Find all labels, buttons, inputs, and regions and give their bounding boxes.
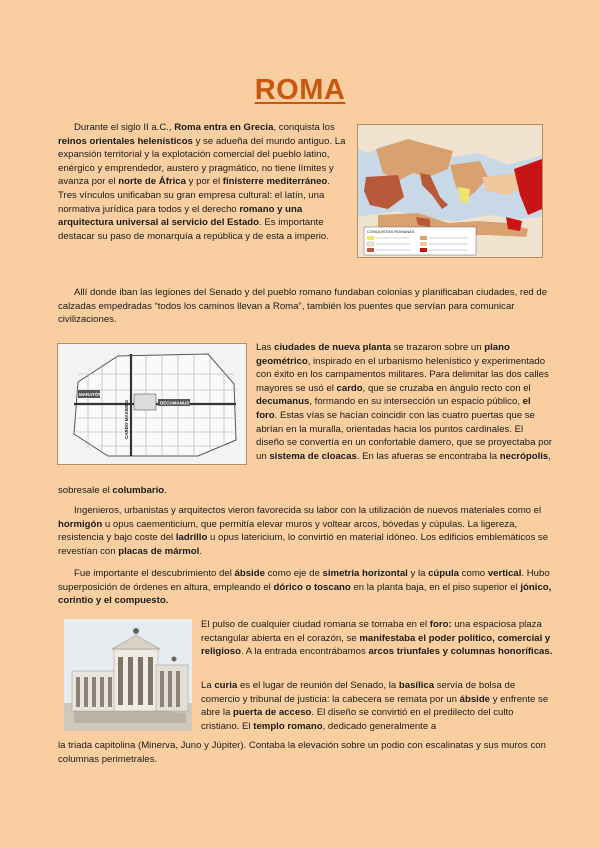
text-run: . Tres vínculos unificaban su gran empresa cultural: el latín, una normativa jurídica para todos y el derecho <box>58 176 330 215</box>
bold-text: plano geométrico <box>256 342 510 367</box>
bold-text: vertical <box>487 568 522 579</box>
city-plan-graphic <box>58 344 246 464</box>
bold-text: simetría horizontal <box>322 568 408 579</box>
bold-text: templo romano <box>253 720 323 732</box>
text-run: una espaciosa plaza rectangular abierta en el corazón, se <box>201 619 542 644</box>
text-run: . El diseño se convirtió en el predilecto del culto cristiano. El <box>201 707 514 732</box>
bold-text: placas de mármol <box>118 545 200 557</box>
plan-label-cardo: CARDO MAXIMUS <box>124 400 129 439</box>
bold-text: cúpula <box>428 568 460 579</box>
bold-text: ábside <box>459 693 491 705</box>
bold-text: necrópolis <box>499 450 549 462</box>
text-run: como eje de <box>264 568 323 579</box>
bold-text: dórico o toscano <box>273 581 351 593</box>
paragraph-conquest <box>58 121 350 243</box>
text-run: es el lugar de reunión del Senado, la <box>237 680 399 691</box>
text-run: , <box>548 450 551 462</box>
paragraph-text <box>201 618 553 659</box>
text-run: Ingenieros, urbanistas y arquitectos vieron favorecida su labor con la utilización de nuevos materiales como el <box>74 505 542 516</box>
text-run: Durante el siglo II a.C., <box>74 122 175 133</box>
bold-text: basílica <box>398 680 435 691</box>
bold-text: Roma entra en Grecia <box>174 122 274 133</box>
bold-text: manifestaba el poder político, comercial y religioso <box>201 632 551 658</box>
bold-text: cardo <box>336 382 363 394</box>
bold-text: el foro <box>256 396 531 421</box>
bold-text: jónico, corintio y el compuesto. <box>58 581 552 607</box>
text-run: . Es importante destacar su paso de monarquía a república y de esta a imperio. <box>58 217 329 242</box>
text-run: sobresale el <box>58 485 113 496</box>
paragraph-text <box>201 679 553 733</box>
bold-text: ábside <box>234 568 265 579</box>
text-run: . A la entrada encontrábamos <box>240 646 369 658</box>
paragraph-new-cities <box>256 341 552 463</box>
text-run: Las <box>256 342 275 353</box>
text-run: , que se cruzaba en ángulo recto con el <box>362 382 531 394</box>
bold-text: puerta de acceso <box>233 707 312 719</box>
text-run: , conquista los <box>273 122 335 133</box>
bold-text: norte de África <box>118 176 186 188</box>
text-run: , formando en su intersección un espacio público, <box>309 396 523 408</box>
paragraph-columbario <box>58 484 552 498</box>
text-run: . En las afueras se encontraba la <box>356 450 500 462</box>
bold-text: romano y una arquitectura universal al servicio del Estado <box>58 203 303 229</box>
paragraph-text <box>58 121 350 243</box>
text-run: u opus caementicium, que permitía elevar muros y voltear arcos, bóvedas y cúpulas. La ligereza, resistencia y bajo coste del <box>58 518 518 544</box>
text-run: Allí donde iban las legiones del Senado y del pueblo romano fundaban colonias y planificaban ciudades, red de calzadas empedradas “todos los caminos llevan a Roma”, también los puentes que servían para comunicar civilizaciones. <box>58 287 548 326</box>
text-run: Fue importante el descubrimiento del <box>74 568 235 579</box>
bold-text: foro: <box>429 619 452 630</box>
map-legend-title: CONQUISTAS ROMANAS <box>367 229 415 234</box>
text-run: , dedicado generalmente a <box>322 720 437 732</box>
building-graphic <box>64 619 192 731</box>
bold-text: columbario <box>112 485 165 496</box>
paragraph-text <box>58 739 552 766</box>
paragraph-temple <box>58 739 552 766</box>
bold-text: decumanus <box>256 396 310 408</box>
paragraph-materials <box>58 504 552 558</box>
bold-text: ladrillo <box>175 532 208 544</box>
bold-text: curia <box>214 680 238 691</box>
roman-empire-map <box>357 124 543 258</box>
text-run: . Estas vías se hacían coincidir con las cuatro puertas que se abrían en la muralla, orientadas hacia los puntos cardinales. El diseño se convertía en un confortable damero, que se proyectaba por un <box>256 409 552 462</box>
map-graphic <box>358 125 542 257</box>
text-run: y enfrente se abre la <box>201 693 549 719</box>
roman-city-plan <box>57 343 247 465</box>
text-run: servía de bolsa de comercio y tribunal de justicia: la cabecera se remata por un <box>201 680 516 705</box>
text-run: , inspirado en el urbanismo helenístico y experimentado con éxito en los campamentos militares. Para delimitar las dos calles mayores se usó el <box>256 355 549 394</box>
bold-text: reinos orientales helenísticos <box>58 135 193 147</box>
text-run: y se adueña del mundo antiguo. La expansión territorial y la explotación comercial del pueblo latino, enérgico y emprendedor, austero y pragmático, no tiene límites y avanza por el <box>58 135 346 188</box>
paragraph-apse <box>58 567 552 608</box>
text-run: u opus latericium, lo convirtió en material idóneo. Los edificios emblemáticos se revestían con <box>58 532 549 557</box>
paragraph-text <box>58 504 552 558</box>
plan-label-decumanus: DECUMANUS <box>160 400 190 406</box>
paragraph-curia <box>201 679 553 733</box>
text-run: en la planta baja, en el piso superior el <box>350 581 521 593</box>
page-title: ROMA <box>254 74 346 106</box>
bold-text: ciudades de nueva planta <box>274 342 391 353</box>
text-run: como <box>459 568 488 579</box>
paragraph-text <box>58 286 552 327</box>
text-run: La <box>201 680 215 691</box>
text-run: El pulso de cualquier ciudad romana se tomaba en el <box>201 619 430 630</box>
bold-text: arcos triunfales y columnas honoríficas. <box>368 646 553 658</box>
text-run: y la <box>407 568 429 579</box>
plan-label-maraton: MARATÓN <box>79 392 102 397</box>
paragraph-text <box>58 484 552 498</box>
paragraph-colonies <box>58 286 552 327</box>
text-run: . <box>164 485 167 496</box>
paragraph-forum <box>201 618 553 659</box>
roman-building-image <box>64 619 192 731</box>
text-run: la triada capitolina (Minerva, Juno y Júpiter). Contaba la elevación sobre un podio con escalinatas y sus muros con columnas perimetrales. <box>58 740 546 765</box>
bold-text: hormigón <box>58 518 103 530</box>
paragraph-text <box>58 567 552 608</box>
text-run: . <box>199 545 202 557</box>
text-run: y por el <box>185 176 223 188</box>
bold-text: finisterre mediterráneo <box>222 176 328 188</box>
text-run: se trazaron sobre un <box>390 342 485 353</box>
bold-text: sistema de cloacas <box>269 450 357 462</box>
paragraph-text <box>256 341 552 463</box>
text-run: . Hubo superposición de órdenes en altura, empleando el <box>58 568 550 593</box>
